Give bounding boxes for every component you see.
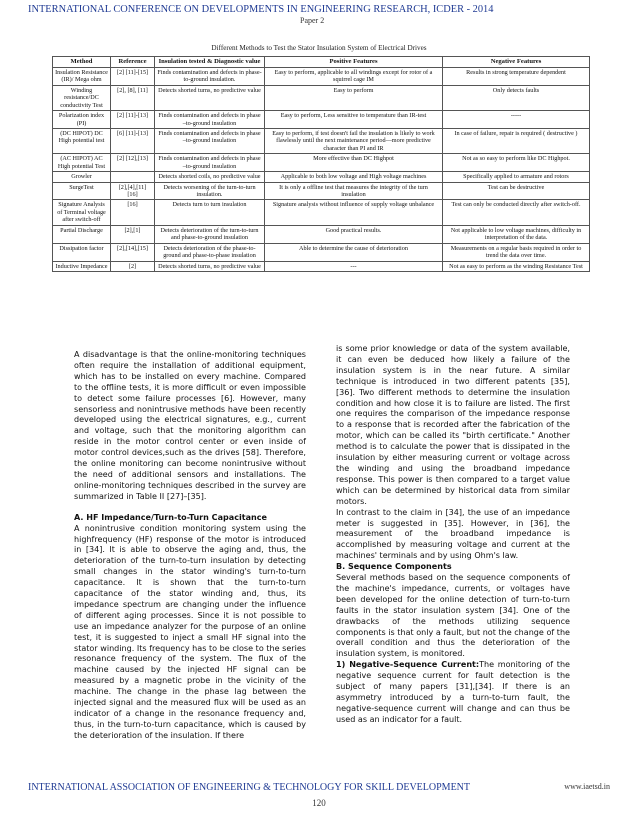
table-cell: (DC HIPOT) DC High potential test xyxy=(53,128,111,153)
table-cell: [2],[14],[15] xyxy=(111,243,155,261)
table-header-row xyxy=(53,57,590,68)
table-cell: Partial Discharge xyxy=(53,225,111,243)
table-cell: [2],[4],[11] [16] xyxy=(111,182,155,200)
table-cell: Growler xyxy=(53,172,111,182)
table-cell: Test can be destructive xyxy=(443,182,590,200)
table-row xyxy=(53,154,590,172)
table-cell: In case of failure, repair is required ( destructive ) xyxy=(443,128,590,153)
header-cell: Insulation tested & Diagnostic value xyxy=(155,57,265,68)
table-cell: Signature analysis without influence of supply voltage unbalance xyxy=(265,200,443,225)
table-cell: [16] xyxy=(111,200,155,225)
table-cell: Test can only be conducted directly after switch-off. xyxy=(443,200,590,225)
section-heading: A. HF Impedance/Turn-to-Turn Capacitance xyxy=(74,512,267,522)
table-cell: It is only a offline test that measures the integrity of the turn insulation xyxy=(265,182,443,200)
table-cell: Signature Analysis of Terminal voltage after switch-off xyxy=(53,200,111,225)
table-cell: Results in strong temperature dependent xyxy=(443,67,590,85)
table-cell: Detects deterioration of the phase-to-ground and phase-to-phase insulation xyxy=(155,243,265,261)
table-row xyxy=(53,243,590,261)
table-cell: Finds contamination and defects in phase-to-ground insulation. xyxy=(155,67,265,85)
table-cell: Not as so easy to perform like DC Highpot. xyxy=(443,154,590,172)
table-cell: Detects deterioration of the turn-to-turn and phase-to-ground insulation xyxy=(155,225,265,243)
table-row xyxy=(53,85,590,110)
table-cell: Good practical results. xyxy=(265,225,443,243)
table-cell xyxy=(111,172,155,182)
paragraph: In contrast to the claim in [34], the use of an impedance meter is suggested in [35]. However, in [36], the measurement of the broadband impedance is accomplished by measuring voltage and current at the machines' terminals and by using Ohm's law. xyxy=(336,507,570,561)
table-cell: [2] [11]-[13] xyxy=(111,111,155,129)
table-cell: ----- xyxy=(443,111,590,129)
table-cell: Not as easy to perform as the winding Resistance Test xyxy=(443,261,590,271)
table-cell: Measurements on a regular basis required in order to trend the data over time. xyxy=(443,243,590,261)
table-row xyxy=(53,182,590,200)
table-cell: Detects shorted turns, no predictive value xyxy=(155,261,265,271)
table-cell: (AC HIPOT) AC High potential Test xyxy=(53,154,111,172)
table-cell: [2] xyxy=(111,261,155,271)
table-cell: SurgeTest xyxy=(53,182,111,200)
table-cell: Easy to perform, applicable to all windings except for rotor of a squirrel cage IM xyxy=(265,67,443,85)
table-cell: Detects worsening of the turn-to-turn insulation. xyxy=(155,182,265,200)
right-column xyxy=(336,344,570,726)
header-cell: Positive Features xyxy=(265,57,443,68)
paragraph: A nonintrusive condition monitoring system using the highfrequency (HF) response of the motor is introduced in [34]. It is able to observe the aging and, thus, the deterioration of the turn-to-turn insulation by detecting small changes in the stator winding's turn-to-turn capacitance. It is shown that the turn-to-turn capacitance of the stator winding and, thus, its impedance spectrum are changing under the influence of different aging processes. Since it is not possible to use an impedance analyzer for the purpose of an online test, it is suggested to inject a small HF signal into the stator winding. Its frequency has to be close to the series resonance frequency of the system. The flux of the machine caused by the injected HF signal can be measured by a magnetic probe in the vicinity of the machine. The change in the phase lag between the injected signal and the measured flux will be used as an indicator of a change in the resonance frequency and, thus, in the turn-to-turn capacitance, which is caused by the deterioration of the insulation. If there xyxy=(74,523,306,740)
table-cell: Applicable to both low voltage and High voltage machines xyxy=(265,172,443,182)
table-cell: Inductive Impedance xyxy=(53,261,111,271)
website-link[interactable]: www.iaetsd.in xyxy=(564,782,610,791)
table-cell: Dissipation factor xyxy=(53,243,111,261)
header-cell: Method xyxy=(53,57,111,68)
paragraph: is some prior knowledge or data of the system available, it can even be deduced how likely a failure of the insulation system is in the near future. A similar technique is introduced in two different patents [35], [36]. Two different methods to determine the insulation condition and how close it is to failure are listed. The first one requires the comparison of the impedance response to a response that is recorded after the fabrication of the motor, which can be called its "birth certificate." Another method is to calculate the power that is dissipated in the insulation by either measuring current or voltage across the winding and using the broadband impedance response. This power is then compared to a target value which can be determined by historical data from similar motors. xyxy=(336,344,570,506)
table-cell: Finds contamination and defects in phase –to-ground insulation xyxy=(155,128,265,153)
paragraph xyxy=(336,660,570,725)
table-cell: [6] [11]-[13] xyxy=(111,128,155,153)
table-row xyxy=(53,128,590,153)
table-cell: Polarization index (PI) xyxy=(53,111,111,129)
table-cell: Only detects faults xyxy=(443,85,590,110)
section-heading: B. Sequence Components xyxy=(336,562,452,572)
left-column xyxy=(74,350,306,742)
subsection-label: 1) Negative-Sequence Current: xyxy=(336,660,480,670)
table-cell: Easy to perform xyxy=(265,85,443,110)
table-row xyxy=(53,111,590,129)
header-cell: Negative Features xyxy=(443,57,590,68)
table-row xyxy=(53,200,590,225)
header-cell: Reference xyxy=(111,57,155,68)
association-name: INTERNATIONAL ASSOCIATION OF ENGINEERING & TECHNOLOGY FOR SKILL DEVELOPMENT xyxy=(28,782,471,793)
table-cell: More effective than DC Highpot xyxy=(265,154,443,172)
table-cell: Detects shorted turns, no predictive value xyxy=(155,85,265,110)
page-number: 120 xyxy=(312,798,326,808)
page-tag: Paper 2 xyxy=(300,16,325,25)
paragraph: Several methods based on the sequence components of the machine's impedance, currents, or voltages have been developed for the online detection of turn-to-turn faults in the stator insulation system [34]. One of the drawbacks of the methods utilizing sequence components is that only a fault, but not the change of the overall condition and thus the deterioration of the insulation system, is monitored. xyxy=(336,573,570,659)
table-title: Different Methods to Test the Stator Insulation System of Electrical Drives xyxy=(211,44,427,52)
methods-table xyxy=(52,56,590,272)
table-cell: Easy to perform, if test doesn't fail the insulation is likely to work flawlessly until the next maintenance period—more predictive character than PI and IR xyxy=(265,128,443,153)
table-cell: Finds contamination and defects in phase –to-ground insulation xyxy=(155,111,265,129)
table-cell: [2] [12],[13] xyxy=(111,154,155,172)
table-row xyxy=(53,172,590,182)
table-cell: Detects shorted coils, no predictive value xyxy=(155,172,265,182)
table-row xyxy=(53,225,590,243)
table-cell: [2], [8], [11] xyxy=(111,85,155,110)
table-row xyxy=(53,261,590,271)
table-cell: --- xyxy=(265,261,443,271)
table-cell: Finds contamination and defects in phase –to-ground insulation xyxy=(155,154,265,172)
paragraph: A disadvantage is that the online-monitoring techniques often require the installation of additional equipment, which has to be installed on every machine. Compared to the offline tests, it is more difficult or even impossible to detect some failure processes [6]. However, many sensorless and nonintrusive methods have been recently developed using the electrical signatures, e.g., current and voltage, such that the monitoring algorithm can reside in the motor control center or even inside of motor control devices,such as the drives [58]. Therefore, the online monitoring can become nonintrusive without the need of additional sensors and installations. The online-monitoring techniques described in the survey are summarized in Table II [27]–[35]. xyxy=(74,350,306,501)
table-cell: Detects turn to turn insulation xyxy=(155,200,265,225)
table-cell: [2] [11]-[15] xyxy=(111,67,155,85)
conference-header: INTERNATIONAL CONFERENCE ON DEVELOPMENTS IN ENGINEERING RESEARCH, ICDER - 2014 xyxy=(28,4,494,15)
table-cell: Specifically applied to armature and rotors xyxy=(443,172,590,182)
table-row xyxy=(53,67,590,85)
table-cell: Insulation Resistance (IR)/ Mega ohm xyxy=(53,67,111,85)
table-cell: Winding resistance/DC conductivity Test xyxy=(53,85,111,110)
paragraph-text: The monitoring of the negative sequence current for fault detection is the subject of many papers [31],[34]. If there is an asymmetry introduced by a turn-to-turn fault, the negative-sequence current will change and can thus be used as an indicator for a fault. xyxy=(336,660,571,724)
table-cell: Not applicable to low voltage machines, difficulty in interpretation of the data. xyxy=(443,225,590,243)
table-cell: Able to determine the cause of deterioration xyxy=(265,243,443,261)
table-cell: Easy to perform, Less sensitive to temperature than IR-test xyxy=(265,111,443,129)
table-cell: [2],[1] xyxy=(111,225,155,243)
